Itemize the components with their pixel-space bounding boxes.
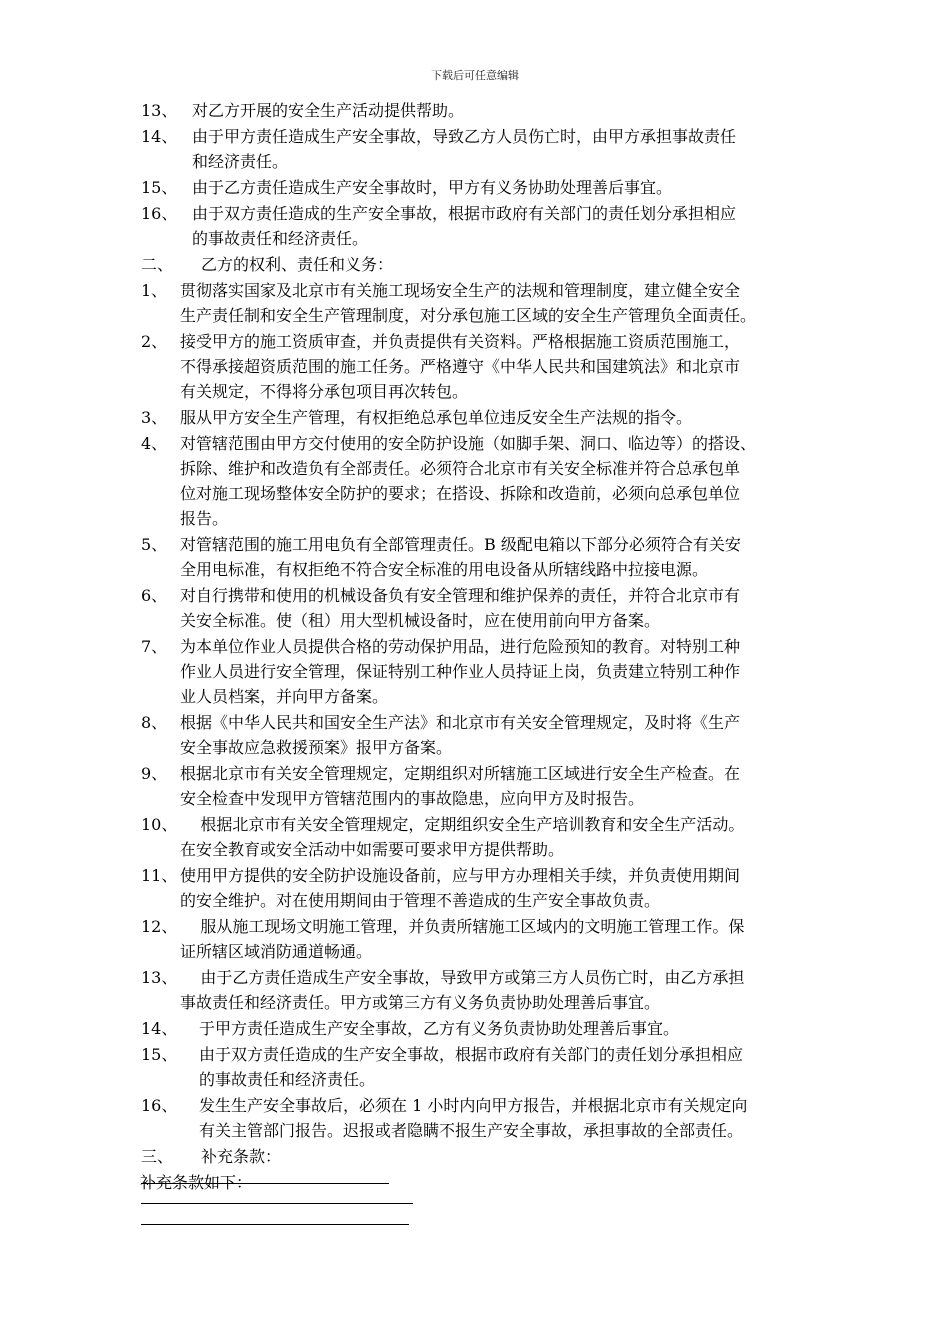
clause-item bbox=[141, 812, 876, 862]
clause-item bbox=[141, 583, 876, 633]
clause-number: 16、 bbox=[141, 1096, 178, 1115]
clause-line: 的安全维护。对在使用期间由于管理不善造成的生产安全事故负责。 bbox=[180, 891, 661, 910]
clause-line: 的事故责任和经济责任。 bbox=[199, 1070, 376, 1089]
clause-line: 接受甲方的施工资质审查，并负责提供有关资料。严格根据施工资质范围施工， bbox=[180, 332, 741, 351]
clause-number: 10、 bbox=[141, 815, 178, 834]
clause-number: 13、 bbox=[141, 968, 178, 987]
section-heading-2 bbox=[141, 252, 876, 277]
clause-item bbox=[141, 98, 876, 123]
clause-item bbox=[141, 1042, 876, 1092]
clause-number: 15、 bbox=[141, 178, 178, 197]
section-number: 二、 bbox=[141, 255, 174, 274]
clause-line: 由于乙方责任造成生产安全事故，导致甲方或第三方人员伤亡时，由乙方承担 bbox=[180, 968, 745, 987]
clause-item bbox=[141, 710, 876, 760]
clause-line: 有关规定，不得将分承包项目再次转包。 bbox=[180, 382, 469, 401]
clause-line: 报告。 bbox=[180, 509, 229, 528]
clause-line: 拆除、维护和改造负有全部责任。必须符合北京市有关安全标准并符合总承包单 bbox=[180, 459, 741, 478]
clause-item bbox=[141, 405, 876, 430]
clause-number: 14、 bbox=[141, 127, 178, 146]
section-title: 补充条款： bbox=[201, 1147, 282, 1166]
clause-item bbox=[141, 201, 876, 251]
section-title: 乙方的权利、责任和义务： bbox=[201, 255, 394, 274]
clause-line: 根据北京市有关安全管理规定，定期组织对所辖施工区域进行安全生产检查。在 bbox=[180, 764, 741, 783]
clause-number: 9、 bbox=[141, 764, 168, 783]
clause-line: 对管辖范围的施工用电负有全部管理责任。B 级配电箱以下部分必须符合有关安 bbox=[180, 535, 741, 554]
clause-number: 1、 bbox=[141, 281, 168, 300]
clause-line: 贯彻落实国家及北京市有关施工现场安全生产的法规和管理制度，建立健全安全 bbox=[180, 281, 741, 300]
clause-line: 作业人员进行安全管理，保证特别工种作业人员持证上岗，负责建立特别工种作 bbox=[180, 662, 741, 681]
blank-line-2 bbox=[141, 1203, 413, 1204]
clause-line: 不得承接超资质范围的施工任务。严格遵守《中华人民共和国建筑法》和北京市 bbox=[180, 357, 741, 376]
clause-line: 位对施工现场整体安全防护的要求；在搭设、拆除和改造前，必须向总承包单位 bbox=[180, 484, 741, 503]
clause-item bbox=[141, 634, 876, 709]
clause-item bbox=[141, 175, 876, 200]
party-a-clauses bbox=[141, 98, 876, 251]
clause-line: 服从施工现场文明施工管理，并负责所辖施工区域内的文明施工管理工作。保 bbox=[180, 917, 745, 936]
clause-number: 3、 bbox=[141, 408, 168, 427]
clause-line: 根据北京市有关安全管理规定，定期组织安全生产培训教育和安全生产活动。 bbox=[180, 815, 745, 834]
clause-line: 关安全标准。使（租）用大型机械设备时，应在使用前向甲方备案。 bbox=[180, 611, 661, 630]
clause-item bbox=[141, 532, 876, 582]
clause-line: 证所辖区域消防通道畅通。 bbox=[180, 942, 373, 961]
clause-line: 生产责任制和安全生产管理制度，对分承包施工区域的安全生产管理负全面责任。 bbox=[180, 306, 757, 325]
clause-number: 13、 bbox=[141, 101, 178, 120]
clause-item bbox=[141, 1016, 876, 1041]
clause-number: 16、 bbox=[141, 204, 178, 223]
clause-line: 为本单位作业人员提供合格的劳动保护用品，进行危险预知的教育。对特别工种 bbox=[180, 637, 741, 656]
clause-item bbox=[141, 278, 876, 328]
section-number: 三、 bbox=[141, 1147, 174, 1166]
clause-line: 发生生产安全事故后，必须在 1 小时内向甲方报告，并根据北京市有关规定向 bbox=[199, 1096, 748, 1115]
clause-number: 2、 bbox=[141, 332, 168, 351]
blank-line-1 bbox=[141, 1183, 389, 1184]
clause-line: 对自行携带和使用的机械设备负有安全管理和维护保养的责任，并符合北京市有 bbox=[180, 586, 741, 605]
clause-item bbox=[141, 965, 876, 1015]
clause-item bbox=[141, 761, 876, 811]
clause-number: 14、 bbox=[141, 1019, 178, 1038]
supplement-label: 补充条款如下： bbox=[140, 1173, 253, 1192]
document-body bbox=[141, 98, 876, 1196]
clause-number: 4、 bbox=[141, 434, 168, 453]
clause-item bbox=[141, 863, 876, 913]
clause-line: 安全检查中发现甲方管辖范围内的事故隐患，应向甲方及时报告。 bbox=[180, 789, 645, 808]
clause-number: 5、 bbox=[141, 535, 168, 554]
clause-number: 15、 bbox=[141, 1045, 178, 1064]
section-heading-3 bbox=[141, 1144, 876, 1169]
clause-line: 服从甲方安全生产管理，有权拒绝总承包单位违反安全生产法规的指令。 bbox=[180, 408, 693, 427]
clause-line: 和经济责任。 bbox=[192, 152, 289, 171]
clause-line: 在安全教育或安全活动中如需要可要求甲方提供帮助。 bbox=[180, 840, 565, 859]
clause-item bbox=[141, 914, 876, 964]
blank-line-3 bbox=[141, 1224, 409, 1225]
clause-line: 安全事故应急救援预案》报甲方备案。 bbox=[180, 738, 453, 757]
clause-line: 由于甲方责任造成生产安全事故，导致乙方人员伤亡时，由甲方承担事故责任 bbox=[192, 127, 737, 146]
clause-line: 由于双方责任造成的生产安全事故，根据市政府有关部门的责任划分承担相应 bbox=[192, 204, 737, 223]
clause-item bbox=[141, 431, 876, 531]
clause-item bbox=[141, 329, 876, 404]
clause-line: 事故责任和经济责任。甲方或第三方有义务负责协助处理善后事宜。 bbox=[180, 993, 661, 1012]
clause-number: 8、 bbox=[141, 713, 168, 732]
clause-line: 对乙方开展的安全生产活动提供帮助。 bbox=[192, 101, 465, 120]
clause-number: 12、 bbox=[141, 917, 178, 936]
clause-line: 根据《中华人民共和国安全生产法》和北京市有关安全管理规定，及时将《生产 bbox=[180, 713, 741, 732]
clause-item bbox=[141, 124, 876, 174]
clause-line: 由于乙方责任造成生产安全事故时，甲方有义务协助处理善后事宜。 bbox=[192, 178, 673, 197]
clause-line: 使用甲方提供的安全防护设施设备前，应与甲方办理相关手续，并负责使用期间 bbox=[180, 866, 741, 885]
clause-line: 于甲方责任造成生产安全事故，乙方有义务负责协助处理善后事宜。 bbox=[199, 1019, 680, 1038]
clause-line: 对管辖范围由甲方交付使用的安全防护设施（如脚手架、洞口、临边等）的搭设、 bbox=[180, 434, 757, 453]
clause-line: 全用电标准，有权拒绝不符合安全标准的用电设备从所辖线路中拉接电源。 bbox=[180, 560, 709, 579]
clause-number: 11、 bbox=[141, 866, 178, 885]
clause-line: 业人员档案，并向甲方备案。 bbox=[180, 687, 389, 706]
clause-line: 由于双方责任造成的生产安全事故，根据市政府有关部门的责任划分承担相应 bbox=[199, 1045, 744, 1064]
clause-line: 有关主管部门报告。迟报或者隐瞒不报生产安全事故，承担事故的全部责任。 bbox=[199, 1121, 744, 1140]
page-header: 下载后可任意编辑 bbox=[431, 69, 519, 82]
clause-number: 7、 bbox=[141, 637, 168, 656]
clause-line: 的事故责任和经济责任。 bbox=[192, 229, 369, 248]
clause-number: 6、 bbox=[141, 586, 168, 605]
party-b-clauses bbox=[141, 278, 876, 1143]
clause-item bbox=[141, 1093, 876, 1143]
